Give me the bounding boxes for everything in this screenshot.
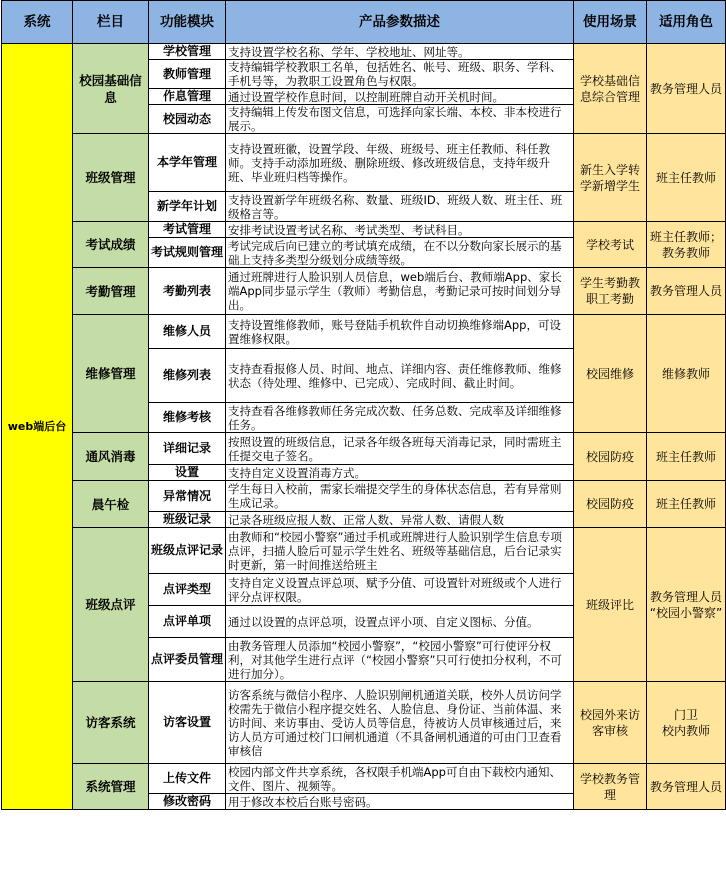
module-cell: 作息管理 [149,89,226,105]
table-row [2,315,726,349]
column-cell: 维修管理 [73,315,149,433]
description-cell: 支持查看各维修教师任务完成次数、任务总数、完成率及详细维修任务。 [226,403,574,433]
module-cell: 点评委员管理 [149,638,226,682]
description-cell: 按照设置的班级信息，记录各年级各班每天消毒记录，同时需班主任提交电子签名。 [226,433,574,465]
description-cell: 用于修改本校后台账号密码。 [226,794,574,810]
description-cell: 校园内部文件共享系统，各权限手机端App可自由下载校内通知、文件、图片、视频等。 [226,764,574,794]
description-cell: 支持查看报修人员、时间、地点、详细内容、责任维修教师、维修状态（待处理、维修中、已完成）、完成时间、截止时间。 [226,349,574,403]
module-cell: 学校管理 [149,44,226,60]
module-cell: 维修考核 [149,403,226,433]
scene-cell: 学校教务管理 [574,764,647,810]
table-row [2,222,726,238]
description-cell: 通过以设置的点评总项，设置点评小项、自定义图标、分值。 [226,606,574,638]
column-cell: 校园基础信息 [73,44,149,134]
module-cell: 点评类型 [149,574,226,606]
header-description: 产品参数描述 [226,1,574,44]
role-cell: 维修教师 [647,315,726,433]
header-scene: 使用场景 [574,1,647,44]
description-cell: 记录各班级应报人数、正常人数、异常人数、请假人数 [226,512,574,528]
scene-cell: 学校考试 [574,222,647,268]
module-cell: 异常情况 [149,481,226,512]
module-cell: 考勤列表 [149,268,226,315]
module-cell: 点评单项 [149,606,226,638]
table-row [2,268,726,315]
description-cell: 由教务管理人员添加“校园小警察”，“校园小警察”可行使评分权利，对其他学生进行点评（“校园小警察”只可行使扣分权利，不可进行加分）。 [226,638,574,682]
role-cell: 教务管理人员 “校园小警察” [647,528,726,682]
table-row [2,764,726,794]
description-cell: 安排考试设置考试名称、考试类型、考试科目。 [226,222,574,238]
description-cell: 支持编辑上传发布图文信息，可选择向家长端、本校、非本校进行展示。 [226,105,574,134]
module-cell: 修改密码 [149,794,226,810]
module-cell: 教师管理 [149,60,226,89]
system-cell: web端后台 [2,44,73,810]
scene-cell: 学生考勤教职工考勤 [574,268,647,315]
column-cell: 考试成绩 [73,222,149,268]
column-cell: 考勤管理 [73,268,149,315]
header-system: 系统 [2,1,73,44]
module-cell: 考试管理 [149,222,226,238]
description-cell: 考试完成后向已建立的考试填充成绩，在不以分数向家长展示的基础上支持多类型分级划分成绩等级。 [226,238,574,268]
description-cell: 学生每日入校前，需家长端提交学生的身体状态信息，若有异常则生成记录。 [226,481,574,512]
header-row [2,1,726,44]
description-cell: 支持设置班徽，设置学段、年级、班级号、班主任教师、科任教师。支持手动添加班级、删除班级、修改班级信息，支持年级升班、毕业班归档等操作。 [226,134,574,192]
description-cell: 支持设置维修教师，账号登陆手机软件自动切换维修端App，可设置维修权限。 [226,315,574,349]
module-cell: 考试规则管理 [149,238,226,268]
module-cell: 上传文件 [149,764,226,794]
table-row [2,44,726,60]
scene-cell: 班级评比 [574,528,647,682]
table-row [2,481,726,512]
table-row [2,433,726,465]
role-cell: 班主任教师 [647,134,726,222]
description-cell: 支持编辑学校教职工名单，包括姓名、帐号、班级、职务、学科、手机号等，为教职工设置角色与权限。 [226,60,574,89]
scene-cell: 校园维修 [574,315,647,433]
role-cell: 教务管理人员 [647,764,726,810]
module-cell: 本学年管理 [149,134,226,192]
role-cell: 班主任教师 [647,433,726,481]
column-cell: 访客系统 [73,682,149,764]
module-cell: 校园动态 [149,105,226,134]
scene-cell: 校园外来访客审核 [574,682,647,764]
role-cell: 教务管理人员 [647,268,726,315]
table-row [2,134,726,192]
table-row [2,682,726,764]
module-cell: 维修列表 [149,349,226,403]
role-cell: 班主任教师 [647,481,726,528]
header-role: 适用角色 [647,1,726,44]
column-cell: 系统管理 [73,764,149,810]
column-cell: 通风消毒 [73,433,149,481]
role-cell: 门卫 校内教师 [647,682,726,764]
module-cell: 班级点评记录 [149,528,226,574]
column-cell: 班级管理 [73,134,149,222]
column-cell: 晨午检 [73,481,149,528]
role-cell: 班主任教师；教务教师 [647,222,726,268]
description-cell: 支持自定义设置点评总项、赋予分值、可设置针对班级或个人进行评分点评权限。 [226,574,574,606]
scene-cell: 学校基础信息综合管理 [574,44,647,134]
header-column: 栏目 [73,1,149,44]
module-cell: 访客设置 [149,682,226,764]
description-cell: 由教师和“校园小警察”通过手机或班牌进行人脸识别学生信息专项点评，扫描人脸后可显示学生姓名、班级等基础信息，后台记录实时更新，第一时间推送给班主 [226,528,574,574]
product-spec-table [1,0,726,810]
scene-cell: 新生入学转学新增学生 [574,134,647,222]
description-cell: 访客系统与微信小程序、人脸识别闸机通道关联，校外人员访问学校需先于微信小程序提交姓名、人脸信息、身份证、当前体温、来访时间、来访事由、受访人员等信息，待被访人员审核通过后，来访人员方可通过校门口闸机通道（不具备闸机通道的可由门卫查看审核信 [226,682,574,764]
module-cell: 维修人员 [149,315,226,349]
description-cell: 通过班牌进行人脸识别人员信息，web端后台、教师端App、家长端App同步显示学生（教师）考勤信息，考勤记录可按时间划分导出。 [226,268,574,315]
module-cell: 班级记录 [149,512,226,528]
role-cell: 教务管理人员 [647,44,726,134]
description-cell: 通过设置学校作息时间，以控制班牌自动开关机时间。 [226,89,574,105]
module-cell: 设置 [149,465,226,481]
scene-cell: 校园防疫 [574,481,647,528]
column-cell: 班级点评 [73,528,149,682]
table-body [2,44,726,810]
description-cell: 支持设置学校名称、学年、学校地址、网址等。 [226,44,574,60]
table-row [2,528,726,574]
header-module: 功能模块 [149,1,226,44]
module-cell: 新学年计划 [149,192,226,222]
description-cell: 支持自定义设置消毒方式。 [226,465,574,481]
module-cell: 详细记录 [149,433,226,465]
scene-cell: 校园防疫 [574,433,647,481]
description-cell: 支持设置新学年班级名称、数量、班级ID、班级人数、班主任、班级格言等。 [226,192,574,222]
